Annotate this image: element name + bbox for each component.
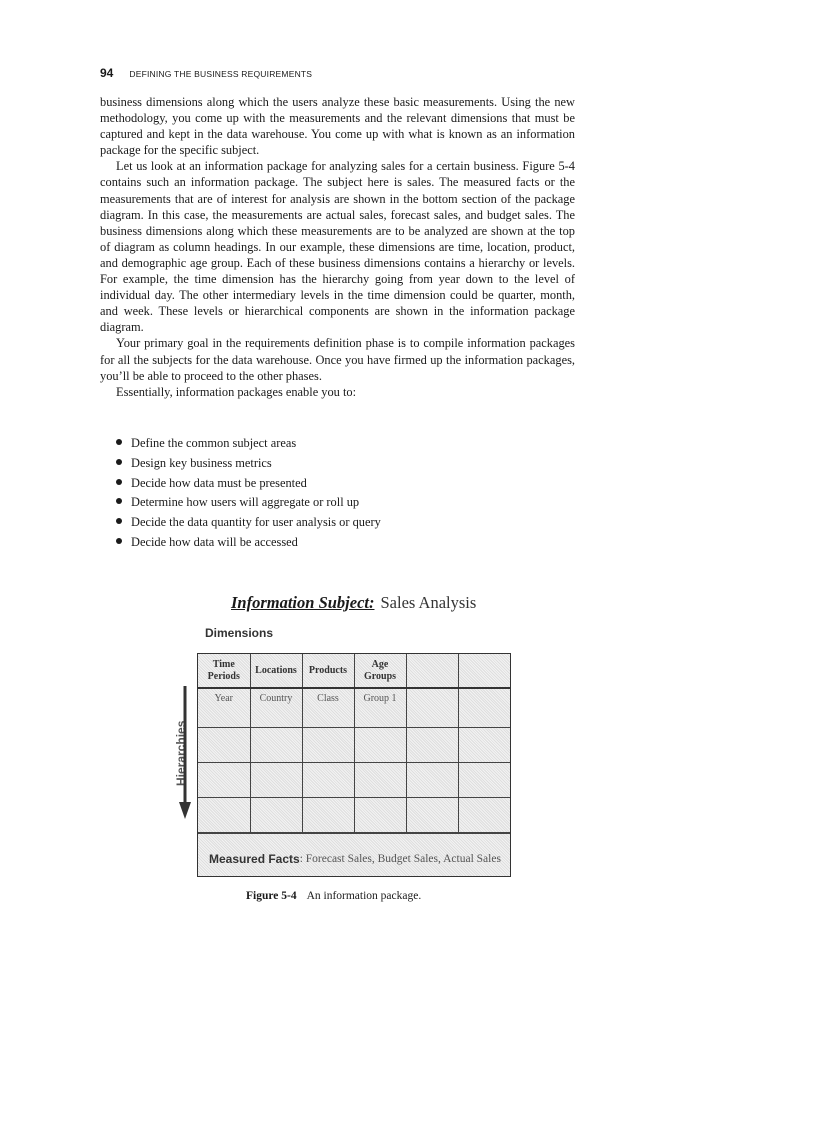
table-cell bbox=[354, 728, 406, 763]
page-number: 94 bbox=[100, 66, 114, 80]
table-cell bbox=[250, 798, 302, 833]
paragraph: Essentially, information packages enable you to: bbox=[116, 384, 357, 399]
list-item-text: Decide the data quantity for user analysis or query bbox=[131, 515, 381, 530]
paragraph: business dimensions along which the users analyze these basic measurements. Using the new methodology, you come up with the measurements and the relevant dimensions that must be captured and kept in the data warehouse. You come up with what is known as an information package for the specific subject. bbox=[100, 95, 575, 158]
subject-label: Information Subject: bbox=[231, 593, 375, 612]
list-item-text: Decide how data will be accessed bbox=[131, 534, 298, 549]
table-cell bbox=[250, 728, 302, 763]
table-cell bbox=[406, 763, 458, 798]
column-header: Products bbox=[302, 654, 354, 688]
subject-value: Sales Analysis bbox=[380, 593, 477, 612]
table-cell: Country bbox=[250, 688, 302, 728]
table-row bbox=[198, 798, 510, 833]
paragraph: Your primary goal in the requirements definition phase is to compile information packages for all the subjects for the data warehouse. Once you have firmed up the information packages, you’ll be able to proceed to the other phases. bbox=[100, 336, 575, 383]
table-cell bbox=[198, 728, 250, 763]
list-item bbox=[116, 493, 381, 513]
bullet-icon bbox=[116, 459, 122, 465]
table-cell bbox=[458, 798, 510, 833]
paragraph: Let us look at an information package for analyzing sales for a certain business. Figure 5-4 contains such an information package. The subject here is sales. The measured facts or the measurements that are of interest for analysis are shown in the bottom section of the package diagram. In this case, the measurements are actual sales, forecast sales, and budget sales. The business dimensions along which these measurements are to be analyzed are shown at the top of diagram as column headings. In our example, these dimensions are time, location, product, and demographic age group. Each of these business dimensions contains a hierarchy or levels. For example, the time dimension has the hierarchy going from year down to the level of individual day. The other intermediary levels in the time dimension could be quarter, month, and week. These levels or hierarchical components are shown in the information package diagram. bbox=[100, 159, 575, 335]
list-item-text: Define the common subject areas bbox=[131, 436, 297, 450]
information-package-diagram bbox=[197, 653, 511, 877]
bullet-icon bbox=[116, 518, 122, 524]
table-cell bbox=[198, 763, 250, 798]
table-row bbox=[198, 763, 510, 798]
list-item bbox=[116, 454, 381, 474]
measured-facts-value: : Forecast Sales, Budget Sales, Actual Sales bbox=[299, 853, 501, 865]
bullet-list bbox=[116, 434, 381, 553]
list-item-text: Design key business metrics bbox=[131, 455, 272, 470]
table-cell bbox=[406, 798, 458, 833]
table-cell bbox=[302, 728, 354, 763]
column-header: Age Groups bbox=[354, 654, 406, 688]
column-header bbox=[406, 654, 458, 688]
table-cell bbox=[354, 798, 406, 833]
table-cell bbox=[302, 763, 354, 798]
list-item-text: Determine how users will aggregate or roll up bbox=[131, 495, 360, 510]
list-item bbox=[116, 474, 381, 494]
column-header: Time Periods bbox=[198, 654, 250, 688]
list-item bbox=[116, 533, 381, 553]
bullet-icon bbox=[116, 538, 122, 544]
hierarchies-label: Hierarchies bbox=[174, 720, 188, 786]
table-cell bbox=[406, 728, 458, 763]
dimensions-label: Dimensions bbox=[205, 626, 274, 640]
column-header bbox=[458, 654, 510, 688]
figure-caption bbox=[246, 890, 421, 902]
table-cell bbox=[458, 728, 510, 763]
figure-title bbox=[231, 593, 476, 613]
table-cell: Year bbox=[198, 688, 250, 728]
list-item-text: Decide how data must be presented bbox=[131, 475, 307, 490]
table-cell bbox=[250, 763, 302, 798]
table-cell bbox=[354, 763, 406, 798]
column-header: Locations bbox=[250, 654, 302, 688]
header-row bbox=[198, 654, 510, 688]
table-row bbox=[198, 688, 510, 728]
table-row bbox=[198, 728, 510, 763]
caption-text: An information package. bbox=[306, 890, 422, 902]
table-cell bbox=[458, 763, 510, 798]
table-cell: Group 1 bbox=[354, 688, 406, 728]
table-cell bbox=[458, 688, 510, 728]
table-cell bbox=[406, 688, 458, 728]
measured-facts bbox=[198, 833, 510, 884]
body-text bbox=[100, 94, 575, 400]
list-item bbox=[116, 434, 381, 454]
down-arrow-icon bbox=[178, 686, 192, 820]
bullet-icon bbox=[116, 498, 122, 504]
caption-number: Figure 5-4 bbox=[246, 890, 297, 902]
running-title: DEFINING THE BUSINESS REQUIREMENTS bbox=[129, 69, 313, 79]
dimensions-table bbox=[198, 654, 510, 833]
table-cell: Class bbox=[302, 688, 354, 728]
table-cell bbox=[302, 798, 354, 833]
table-cell bbox=[198, 798, 250, 833]
measured-facts-label: Measured Facts bbox=[209, 852, 300, 866]
running-head bbox=[100, 66, 312, 80]
list-item bbox=[116, 513, 381, 533]
bullet-icon bbox=[116, 479, 122, 485]
bullet-icon bbox=[116, 439, 122, 445]
